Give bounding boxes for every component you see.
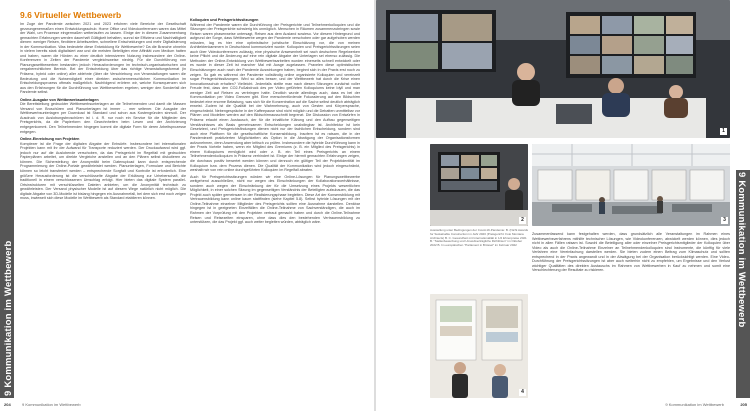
paragraph-kolloquien: Während der Pandemie waren die Durchführung der Preisgerichte und Teilnehmerkolloquien und die Sitzungen der Preisgerichte schwierig bis unmöglich. Menschen in Räumen zusammenzubringen sowie Reisen waren phasenweise untersagt, Reisen aus dem Ausland sowieso. Vor diesem Hintergrund und aufgrund der Sorge, dass Wettbewerbe wegen der Pandemie verschoben oder gar aufgehoben werden müssten, lag es hier eine optimistische juristische Einschätzung vor, die von meinen Architektenkammern in Deutschland kommuniziert wurde: Kolloquien und Preisgerichtssitzungen seien auch über Videokonferenzen zulässig, eine physische Anwesenheit sei nach deutschem Regelwerken keine Pflicht und die Änderung auf eine rein digitale Abgabe der Unterlagen sei ebenso zulässig. Die Methoden der Online-Entwicklung von Wettbewerbsarbeiten wurden einerseits schnell entwickelt oder es wurde in dieser Zeit ist mancher Mal mit Ausge zugelassen. Praxelen diese optimistischen Einschätzungen auch nach der Pandemie Auswirkungen haben, beginnt sich in der Praxis erst noch zu zeigen. So gab es während der Pandemie vollständig online organisierte Kolloquien und vereinzelt sogar Preisgerichtssitzungen. Wird so alles besser, und der Wettbewerb hat durch die Krise einen Innovationsschub erhalten? Vielleicht. Jedenfalls stellte man nach diesen Sitzungen zunächst voller Freude fest, dass den CO2-Fußabdruck des per Video geführten Kolloquiums keine Idyll und man weniger Zeit auf Reisen zu verbringen hatte. Deutlich wurde allerdings auch, dass es bei der Kommunikation per Video Grenzen gibt. Eine menschenfürdende Fokussierung auf den Bildschirm bedeutet eine enorme Belastung, was sich für die Konzentration auf die Sache selbst deutlich abträglich erweist. Zudem ist die Qualität bei der Wahrnehmung, auch von Gesten und Körpersprache, eingeschränkt. Nebengespräche in der Kaffeepause sind nicht möglich und die Debatten unmittelbar vor Plänen und Modellen werden auf den Bildschirmausschnitt begrenzt. Die Diskussion von Entwürfen in Präsenz erlaubt einen Austausch, der für die inhaltliche Klärung und den Aufbau gegenseitigen Verständnisses als Basis gemeinsamen Entscheidungen unabdingbar ist. Architektur ist kein Gesetztext, und Preisgerichtsfindungen dienen nicht nur der fachlichen Entscheidung, sondern sind auch eine Plattform für die gesellschaftliche Konsensbildung. Insofern ist es ratsam, die in der Pandemiezeit praktizierten Möglichkeiten als Option in die Abwägung der Organisationsformen aufzunehmen, denn Anwendung aber kritisch zu prüfen. Insbesondere die hybride Durchführung kann in der Praxis Vorteile haben, wenn ein Mitglied des Gremiums (z. B. ein Mitglied des Preisgerichts) in einem Kolloquiums ermöglicht wird oder z. B. ein Teil eines Preisgerichts an einem Teilnehmendenkolloquium in Präsenz verhindert ist. Einige der hiermit gemachten Erfahrungen zeigen, die durchaus positiv bewertet werden können und dennoch ein gültiger Teil der Projektidentität im Kolloquium bzw. dem Prozess dienen. Die Qualität der Kommunikation wird jedoch eingeschränkt, weshalb wir von rein online durchgeführten Kolloquien im Regelfall abraten. xyxy=(190,22,360,173)
photo-badge-3: 3 xyxy=(721,217,728,224)
page-number-right: 205 xyxy=(740,402,747,407)
photo-badge-2: 2 xyxy=(519,217,526,224)
footer-right: 9 Kommunikation im Wettbewerb xyxy=(665,402,724,407)
chapter-sidebar-right xyxy=(736,170,750,398)
hybrid-meeting-illustration xyxy=(430,144,528,226)
heading-online-einreichung: Online-Einreichung von Projekten xyxy=(20,137,80,142)
photo-badge-4: 4 xyxy=(519,389,526,396)
intro-paragraph: Im Zuge der Pandemie zwischen 2021 und 2023 erfuhren viele Bereiche der Gesellschaft gezwungenermaßen einen Entwicklungsschub. Home Office und Videokonferenzen waren das Mittel der Wahl, um Prozesse eingermaßen weiterlaufen zu lassen. Einige der in diesem Zusammenhang gemachten Erfahrungen werden dauerhaft Gültigkeit behalten, sunnd sie Effizienz und Nachhaltigkeit dienen: weniger Reisen, flexiblere Arbeitszeiten, schnellere Entscheidungen und mehr Digitalisierung in der Kommunikation. Was bedeutete diese Entwicklung für Wettbewerbe? Da die Branche ohnehin in vielem bereits stark digitalisiert war und die meisten Beteiligten eine Affinität zum Medium hatten und haben, waren die Hürden zu einer deutlich intensiveren Nutzung insbesondere der Online-Konferenzen in Zeiten der Pandemie vergleichsweise niedrig. Für die Durchführung von Planungswettbewerben bestanden jedoch Herausforderungen im technisch-organisatorischen und vergaberechtlichen Bereich. Bei der Entscheidung über das richtige Veranstaltungsformat (in Präsenz, hybrid oder online) aller ablehnte (über die Verschiebung von Veranstaltungen waren die Bedeutung und die Notwendigkeit einer direkten zwischenmenschlichen Kommunikation im Entscheidungsprozess oftmals maßgeblich. Nachfolgend erörtern wir, welche Konsequenzen sich aus den Erfahrungen für die Durchführung von Wettbewerben ergeben, weniger den Sonderfall der Pandemie selbst. xyxy=(20,22,186,95)
photo-badge-1: 1 xyxy=(720,128,727,135)
summary-paragraph: Zusammenfassend kann festgehalten werden, dass grundsätzlich alle Veranstaltungen im Rahmen eines Wettbewerbsverfahrens mithilfe technischer Lösungen, wie Videokonferenzen, abwickelt werden können, dies jedoch nicht in allen Fällen ratsam ist. Sowohl die Beteiligung aller oder einzelner Preisgerichtsmitglieder der Kolloquien über Video als auch die Online-Teilnahme Einzelner an Teilnehmendenkolloquien sind Instrumente, die künftig für viele Verfahren eine Vereinfachung darstellen werden. Sie bieten zudem einen Beitrag zum Klimaschutz und sollten entsprechend in der Praxis angewandt und in der Abwägung bei der Organisation berücksichtigt werden. Eine Video-Durchführung der Preisgerichtssitzungen ist aber auch weiterhin nicht zu empfehlen, um Ergebnisse und den Verlust wichtiger Qualitäten des direkten Austauschs im Rahmen von Wettbewerben in Kauf zu nehmen und somit eine Verschlechterung der Resultate zu riskieren. xyxy=(532,232,730,273)
left-column-2 xyxy=(190,18,360,398)
photo-caption: Ausstellung unter Bedingungen der Covid-19-Pandemie: B. (Nicht Awards for Sustainable Construction im Jahr 2020 (Preisgericht: Foto Montana Architects) B. C. Gesundheit mit Internationalität in 1/2 Ehrenpreise 2021 B. "Stellenbewerbung und Umweltverträgliche Richtlinien" im Oktober 2022 B. Im europäischen "Parlament in Brüssel" im Februar 2022 xyxy=(430,228,529,248)
chapter-label-left: 9 Kommunikation im Wettbewerb xyxy=(3,240,14,396)
right-column-text xyxy=(532,232,730,402)
heading-kolloquien: Kolloquien und Preisgerichtssitzungen xyxy=(190,18,259,22)
left-column-1 xyxy=(20,22,186,397)
page-number-left: 204 xyxy=(4,402,11,407)
plan-discussion-illustration xyxy=(430,294,528,398)
photo-video-conference xyxy=(376,0,730,138)
left-page xyxy=(0,0,374,411)
right-page xyxy=(376,0,750,411)
paragraph-online-ausgabe: Die Bereitstellung gedruckter Wettbewerbsunterlagen an die Teilnehmenden und damit die Massen Versand von Broschüren und Planunterlagen ist immer ... mer seltener. Die Ausgabe der Wettbewerbsunterlagen per Download ist Standard und schon aus Kostengründen sinnvoll. Der Ausdruck von Auslobungsbroschüren ist i. d. R. nur noch ein Service für die Mitglieder des Preisgerichts, da die Papierform den Gewohnheiten beim Lesen und der Archivierung entgegenkommt. Den Teilnehmenden hingegen kommt die digitale Form für deren Arbeitsprozesse entgegen. xyxy=(20,102,186,134)
paragraph-preisgericht: Auch für Preisgerichtssitzungen würden wir eine Online-Lösungen für Planungswettbewerbe weitgehend ausschließen, nicht nur wegen des Einschränkungen der Kollaborationsverhältnisse, sondern auch wegen der Einschränkung der für die Umsetzung eines Projekts wesentlichen Möglichkeit, in einer solchen Sitzung im gegenseitigen Verständnis der Beteiligten aufzubauen, die das Projekt auch später gemeinsam in der Realisierungsphase begleiten. Diese Art der Konsensbildung mit Vertrauensbildung kann online kaum stattfinden (siehe Kapitel 5.8). Selbst hybride Lösungen mit der Online-Teilnahme einzelner Mitglieder des Preisgerichts sollten eine Ausnahme darstellen. Denkbar hingegen ist in geeigneten Einzelfällen die Online-Teilnahme von Sachverständigen, die auch im Rahmen der Vorprüfung mit den Projekten vertraut gemacht haben und durch die Online-Teilnahme Reisen und Reisezeiten einsparen, ohne dass dies den bestehenden Vertrauensbildung zu unterstützen, die das Projekt ggf. auch weiter begleiten würden, abträglich wäre. xyxy=(190,174,360,225)
paragraph-online-einreichung: Komplexer ist die Frage der digitalen Abgabe der Entwürfe. Insbesondere bei internationalen Projekten kann mit ihr der Aufwand für Transporte reduziert werden. Der Druckaufwand wird ggf. jedoch nur auf die Auslobende verschoben, da das Preisgericht im Regelfall mit gedruckten Papierplänen arbeitet, um direkte Vergleiche anstellen und an den Plänen selbst diskutieren zu können. Die Sicherstellung der Anonymität beim Datenupload kann durch entsprechende Programmierung der Online-Portale gewährleistet werden. Planunterlagen, Formulare und Berichte können so leicht transferiert werden – entsprechende Sorgfalt und Kontrolle ist erforderlich. Eine größere Herausforderung ist die verschlüsselte Abgabe der Erklärung zur Urheberschaft, die traditionell in einem verschlossenen Umschlag erfolgt. Hier bieten das digitale System parallel-Ortsinstrukturen mit verschlüsselten Dateien anbieten, um die Anonymität technisch zu gewährleisten. Der Versand physischer Modelle ist auf diesem Wege natürlich nicht möglich. Die digitale Abgabe von 3D-Modelle ist bislang hingegen ein Ausnahmefall, bei dem sich erst noch zeigen muss, inwieweit sich diese Modelle im Wettbewerb als Standard etablieren können. xyxy=(20,141,186,201)
photo-hybrid-meeting xyxy=(430,144,528,226)
photo-exhibition-hall xyxy=(532,144,730,226)
chapter-sidebar-left xyxy=(0,170,14,398)
heading-online-ausgabe: Online-Ausgabe von Wettbewerbsunterlagen xyxy=(20,97,99,102)
photo-plan-discussion xyxy=(430,294,528,398)
exhibition-hall-illustration xyxy=(532,144,730,226)
section-title: 9.6 Virtueller Wettbewerb xyxy=(20,10,122,20)
chapter-label-right: 9 Kommunikation im Wettbewerb xyxy=(736,172,747,328)
video-conference-illustration xyxy=(376,0,730,138)
footer-left: 9 Kommunikation im Wettbewerb xyxy=(22,402,81,407)
